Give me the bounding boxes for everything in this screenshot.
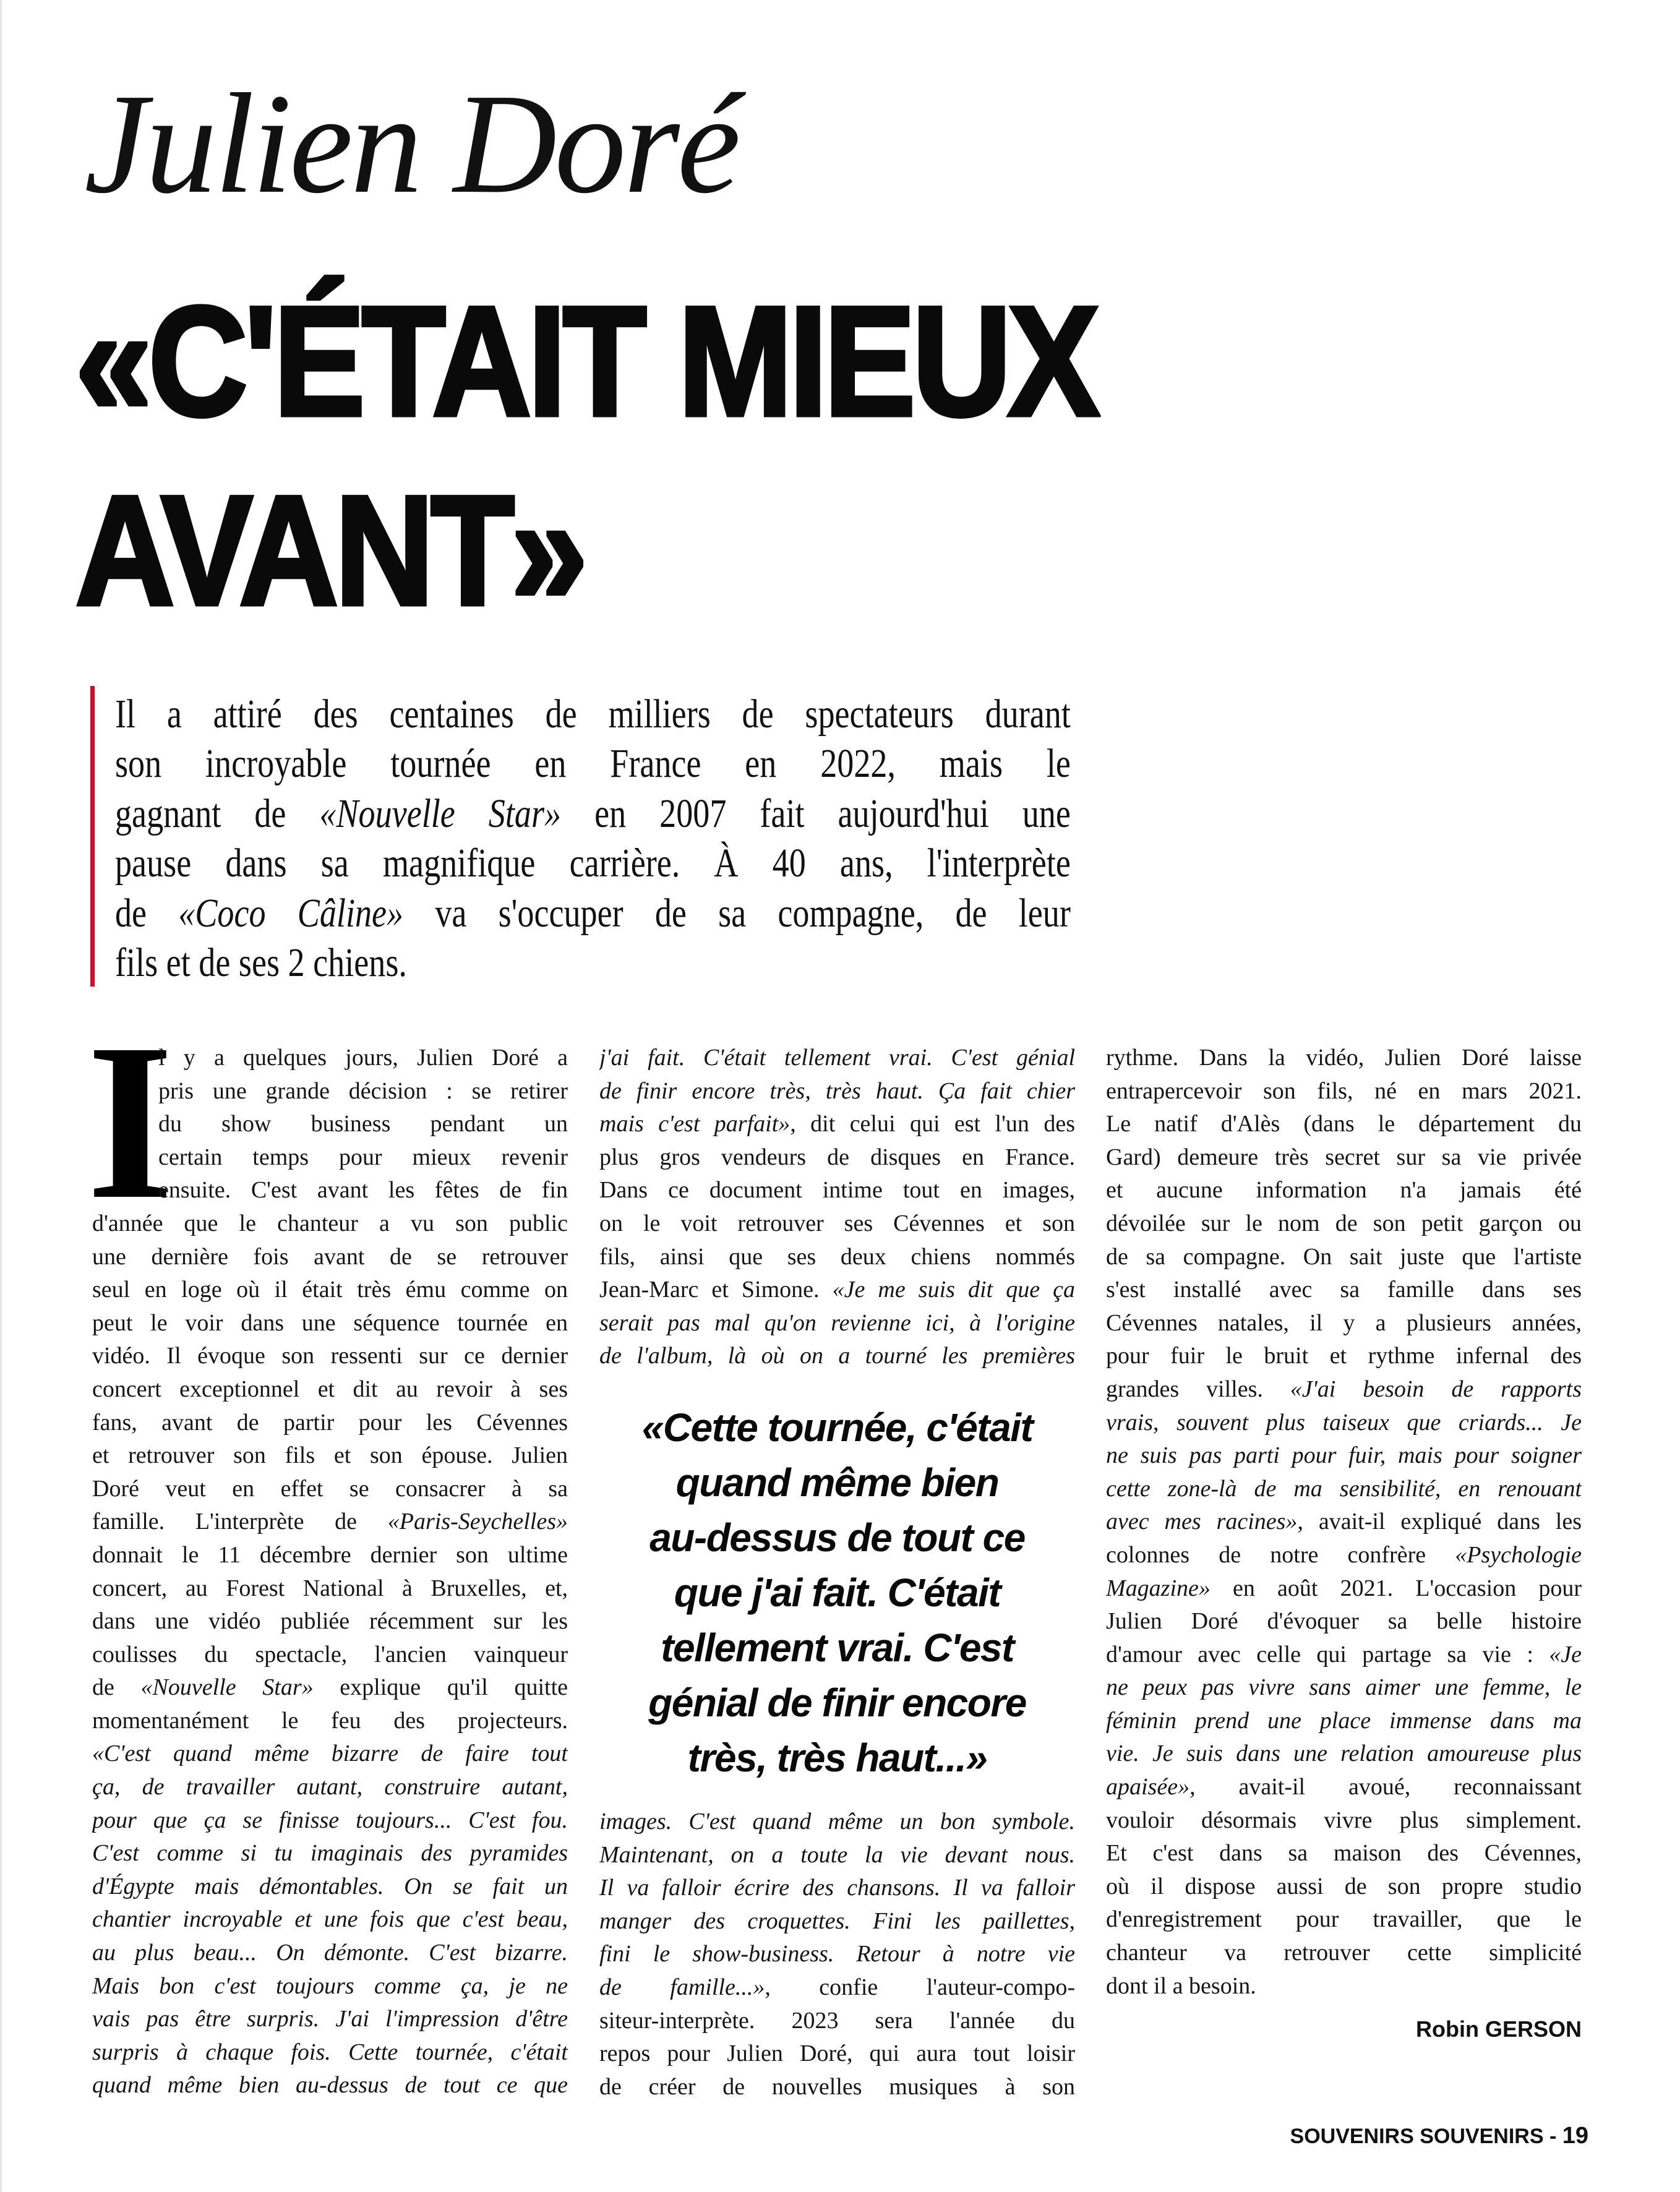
text-segment: va s'occuper de sa compagne, de leur [403, 890, 1071, 936]
text-line [158, 1042, 568, 1075]
text-line [115, 789, 1071, 839]
text-segment: , avait-il avoué, reconnaissant [1189, 1774, 1582, 1800]
text-segment: apaisée» [1106, 1774, 1190, 1800]
text-segment: «Nouvelle Star» [319, 790, 562, 836]
author-byline: Robin GERSON [1416, 2016, 1582, 2042]
text-line [1106, 1837, 1582, 1870]
text-line [599, 1241, 1075, 1274]
text-line [599, 1839, 1075, 1872]
text-line [1106, 1274, 1582, 1307]
text-segment: d'amour avec celle qui partage sa vie : [1106, 1641, 1549, 1668]
text-line [1106, 1241, 1582, 1274]
text-line [92, 1572, 568, 1606]
text-line [92, 1671, 568, 1705]
article-column-2-top [599, 1042, 1075, 1373]
text-line [599, 1340, 1075, 1373]
text-segment: «C'est quand même bizarre de faire tout [92, 1740, 568, 1767]
text-line [1106, 1705, 1582, 1738]
pull-quote-line: au-dessus de tout ce [649, 1515, 1025, 1560]
text-segment: fils, ainsi que ses deux chiens nommés [599, 1243, 1075, 1270]
text-segment: l y a quelques jours, Julien Doré a [158, 1045, 568, 1071]
text-segment: grandes villes. [1106, 1376, 1290, 1402]
drop-cap: I [87, 998, 174, 1246]
text-line [1106, 1042, 1582, 1075]
text-segment: fans, avant de partir pour les Cévennes [92, 1409, 568, 1436]
text-segment: Gard) demeure très secret sur sa vie privée [1106, 1144, 1582, 1170]
text-segment: «J'ai besoin de rapports [1290, 1376, 1582, 1402]
text-line [92, 1937, 568, 1970]
text-segment: pour fuir le bruit et rythme infernal des [1106, 1343, 1582, 1369]
text-segment: cette zone-là de ma sensibilité, en renouant [1106, 1475, 1582, 1502]
text-line [1106, 1937, 1582, 1970]
text-segment: , avait-il expliqué dans les [1297, 1509, 1582, 1535]
text-segment: de sa compagne. On sait juste que l'artiste [1106, 1243, 1582, 1270]
text-segment: pause dans sa magnifique carrière. À 40 ans, l'interprète [115, 841, 1071, 886]
text-line [92, 1539, 568, 1572]
text-line [599, 1274, 1075, 1307]
text-segment: quand même bien au-dessus de tout ce que [92, 2072, 568, 2099]
text-line [599, 1938, 1075, 1971]
text-line [92, 1473, 568, 1506]
text-line [115, 938, 1071, 988]
text-segment: famille. L'interprète de [92, 1509, 388, 1535]
intro-accent-bar [90, 686, 95, 987]
text-line [1106, 1207, 1582, 1241]
pull-quote-line: tellement vrai. C'est [661, 1625, 1014, 1670]
text-segment: concert, au Forest National à Bruxelles, et, [92, 1575, 568, 1601]
text-line [92, 1804, 568, 1838]
text-segment: Jean-Marc et Simone. [599, 1277, 833, 1303]
text-segment: d'enregistrement pour travailler, que le [1106, 1906, 1582, 1933]
text-segment: en 2007 fait aujourd'hui une [561, 790, 1071, 836]
text-segment: siteur-interprète. 2023 sera l'année du [599, 2007, 1075, 2034]
text-segment: Maintenant, on a toute la vie devant nous. [599, 1841, 1075, 1868]
text-segment: et aucune information n'a jamais été [1106, 1177, 1582, 1204]
text-segment: vais pas être surpris. J'ai l'impression d'être [92, 2006, 568, 2032]
text-segment: manger des croquettes. Fini les paillettes, [599, 1907, 1075, 1934]
text-line [599, 1971, 1075, 2005]
headline [75, 267, 1096, 646]
article-column-2-bottom [599, 1805, 1075, 2104]
text-segment: donnait le 11 décembre dernier son ultime [92, 1541, 568, 1568]
text-line [158, 1141, 568, 1175]
text-line [92, 1340, 568, 1373]
pull-quote-line: «Cette tournée, c'était [641, 1405, 1033, 1450]
text-line [599, 2071, 1075, 2104]
text-line [115, 889, 1071, 938]
text-segment: images. C'est quand même un bon symbole. [599, 1809, 1075, 1835]
text-line [599, 1872, 1075, 1905]
text-segment: peut le voir dans une séquence tournée en [92, 1309, 568, 1336]
text-segment: coulisses du spectacle, l'ancien vainqueur [92, 1641, 568, 1668]
text-segment: fils et de ses 2 chiens. [115, 940, 407, 985]
text-line [1106, 1439, 1582, 1473]
pull-quote-line: que j'ai fait. C'était [674, 1570, 1001, 1615]
text-line [599, 1805, 1075, 1839]
pull-quote-line: génial de finir encore [648, 1680, 1026, 1725]
text-segment: plus gros vendeurs de disques en France. [599, 1144, 1075, 1170]
text-segment: avec mes racines» [1106, 1509, 1298, 1535]
text-segment: vidéo. Il évoque son ressenti sur ce dernier [92, 1343, 568, 1369]
text-segment: Doré veut en effet se consacrer à sa [92, 1475, 568, 1502]
text-segment: repos pour Julien Doré, qui aura tout loisir [599, 2040, 1075, 2067]
text-line [1106, 1141, 1582, 1175]
text-segment: Il a attiré des centaines de milliers de spectateurs durant [115, 691, 1071, 737]
text-segment: momentanément le feu des projecteurs. [92, 1707, 568, 1734]
text-line [599, 2037, 1075, 2071]
text-segment: de créer de nouvelles musiques à son [599, 2073, 1075, 2100]
text-segment: concert exceptionnel et dit au revoir à ses [92, 1376, 568, 1402]
text-segment: s'est installé avec sa famille dans ses [1106, 1277, 1582, 1303]
text-line [1106, 1174, 1582, 1207]
text-line [599, 1307, 1075, 1340]
text-segment: ne suis pas parti pour fuir, mais pour soigner [1106, 1442, 1582, 1469]
text-line [92, 1373, 568, 1406]
text-line [599, 1075, 1075, 1108]
magazine-name: SOUVENIRS SOUVENIRS - [1290, 2125, 1562, 2148]
text-line [158, 1075, 568, 1108]
text-segment: de famille...» [599, 1974, 765, 2000]
text-line [92, 1406, 568, 1440]
text-line [1106, 1737, 1582, 1771]
text-line [92, 1638, 568, 1672]
text-line [92, 2036, 568, 2070]
text-segment: Dans ce document intime tout en images, [599, 1177, 1075, 1204]
text-segment: de l'album, là où on a tourné les premières [599, 1343, 1075, 1369]
text-line [599, 2005, 1075, 2038]
text-line [92, 1837, 568, 1870]
text-segment: colonnes de notre confrère [1106, 1541, 1455, 1568]
text-segment: vouloir désormais vivre plus simplement. [1106, 1807, 1582, 1833]
text-line [1106, 1473, 1582, 1506]
text-line [1106, 1605, 1582, 1638]
text-segment: de [115, 890, 179, 936]
text-line [1106, 1671, 1582, 1705]
text-line [599, 1174, 1075, 1207]
text-segment: du show business pendant un [158, 1111, 568, 1137]
text-line [599, 1207, 1075, 1241]
text-segment: Et c'est dans sa maison des Cévennes, [1106, 1840, 1582, 1867]
text-line [92, 1870, 568, 1904]
text-segment: seul en loge où il était très ému comme on [92, 1277, 568, 1303]
text-segment: d'année que le chanteur a vu son public [92, 1210, 568, 1236]
text-segment: , dit celui qui est l'un des [790, 1111, 1075, 1137]
text-segment: Magazine» [1106, 1575, 1211, 1601]
text-line [92, 1737, 568, 1771]
text-segment: gagnant de [115, 790, 320, 836]
article-title: Julien Doré [84, 64, 739, 223]
pull-quote-line: très, très haut...» [687, 1736, 987, 1780]
text-line [1106, 1373, 1582, 1406]
text-line [599, 1108, 1075, 1141]
headline-line-2: AVANT» [75, 464, 585, 638]
article-column-3 [1106, 1042, 1582, 2003]
text-line [92, 1207, 568, 1241]
text-segment: dont il a besoin. [1106, 1972, 1256, 1999]
text-line [158, 1108, 568, 1141]
text-segment: ensuite. C'est avant les fêtes de fin [158, 1177, 568, 1204]
text-segment: mais c'est parfait» [599, 1111, 791, 1137]
text-segment: chanteur va retrouver cette simplicité [1106, 1940, 1582, 1966]
text-segment: «Paris-Seychelles» [387, 1509, 568, 1535]
text-segment: j'ai fait. C'était tellement vrai. C'est génial [599, 1045, 1075, 1071]
text-line [1106, 1572, 1582, 1606]
text-segment: d'Égypte mais démontables. On se fait un [92, 1873, 568, 1899]
text-segment: de [92, 1674, 141, 1701]
text-line [92, 1970, 568, 2003]
text-line [115, 690, 1071, 739]
text-line [92, 2069, 568, 2102]
text-segment: vrais, souvent plus taiseux que criards... Je [1106, 1409, 1582, 1436]
text-segment: Cévennes natales, il y a plusieurs années, [1106, 1309, 1582, 1336]
text-segment: ça, de travailler autant, construire autant, [92, 1774, 568, 1800]
text-segment: vie. Je suis dans une relation amoureuse plus [1106, 1740, 1582, 1767]
text-line [115, 839, 1071, 888]
text-line [1106, 1970, 1582, 2003]
text-segment: «Je me suis dit que ça [832, 1277, 1075, 1303]
text-segment: rythme. Dans la vidéo, Julien Doré laisse [1106, 1045, 1582, 1071]
text-segment: «Coco Câline» [178, 890, 404, 936]
text-segment: Julien Doré d'évoquer sa belle histoire [1106, 1608, 1582, 1635]
text-line [158, 1174, 568, 1207]
text-line [599, 1042, 1075, 1075]
pull-quote [599, 1400, 1075, 1786]
text-line [115, 739, 1071, 789]
text-line [1106, 1075, 1582, 1108]
page-fold-edge [0, 0, 2, 2192]
intro-paragraph [115, 690, 1071, 988]
headline-line-1: «C'ÉTAIT MIEUX [75, 275, 1097, 448]
text-line [1106, 1804, 1582, 1838]
text-segment: Il va falloir écrire des chansons. Il va falloir [599, 1875, 1075, 1901]
text-line [1106, 1340, 1582, 1373]
text-line [92, 1307, 568, 1340]
text-line [1106, 1903, 1582, 1937]
text-line [1106, 1108, 1582, 1141]
page-number: 19 [1562, 2123, 1588, 2149]
text-segment: C'est comme si tu imaginais des pyramides [92, 1840, 568, 1867]
pull-quote-line: quand même bien [675, 1460, 999, 1505]
text-segment: au plus beau... On démonte. C'est bizarre. [92, 1940, 568, 1966]
text-segment: pris une grande décision : se retirer [158, 1077, 568, 1104]
text-line [1106, 1870, 1582, 1904]
text-segment: chantier incroyable et une fois que c'est beau, [92, 1906, 568, 1933]
text-line [1106, 1406, 1582, 1440]
page-footer [1290, 2123, 1588, 2149]
text-line [1106, 1638, 1582, 1672]
text-segment: «Nouvelle Star» [140, 1674, 314, 1701]
text-line [599, 1905, 1075, 1938]
text-line [92, 1605, 568, 1638]
text-segment: son incroyable tournée en France en 2022, mais le [115, 741, 1071, 787]
text-line [1106, 1505, 1582, 1539]
text-line [1106, 1307, 1582, 1340]
text-segment: «Je [1549, 1641, 1582, 1668]
text-segment: surpris à chaque fois. Cette tournée, c'était [92, 2039, 568, 2065]
text-line [1106, 1539, 1582, 1572]
text-line [92, 1903, 568, 1937]
text-segment: , confie l'auteur-compo- [765, 1974, 1075, 2000]
text-segment: on le voit retrouver ses Cévennes et son [599, 1210, 1075, 1236]
text-segment: serait pas mal qu'on revienne ici, à l'origine [599, 1309, 1075, 1336]
text-segment: ne peux pas vivre sans aimer une femme, le [1106, 1674, 1582, 1701]
text-segment: fini le show-business. Retour à notre vie [599, 1941, 1075, 1967]
text-line [92, 1705, 568, 1738]
text-segment: Mais bon c'est toujours comme ça, je ne [92, 1972, 568, 1999]
text-line [599, 1141, 1075, 1175]
text-line [92, 1274, 568, 1307]
text-line [92, 1771, 568, 1804]
article-column-1 [92, 1042, 568, 2102]
text-segment: Le natif d'Alès (dans le département du [1106, 1111, 1582, 1137]
text-segment: et retrouver son fils et son épouse. Julien [92, 1442, 568, 1469]
text-line [92, 1241, 568, 1274]
text-line [92, 2003, 568, 2036]
text-segment: en août 2021. L'occasion pour [1210, 1575, 1582, 1601]
text-segment: de finir encore très, très haut. Ça fait chier [599, 1077, 1075, 1104]
text-line [92, 1505, 568, 1539]
text-segment: une dernière fois avant de se retrouver [92, 1243, 568, 1270]
text-segment: explique qu'il quitte [313, 1674, 568, 1701]
text-line [1106, 1771, 1582, 1804]
text-segment: entrapercevoir son fils, né en mars 2021. [1106, 1077, 1582, 1104]
text-segment: «Psychologie [1455, 1541, 1582, 1568]
text-segment: féminin prend une place immense dans ma [1106, 1707, 1582, 1734]
text-segment: pour que ça se finisse toujours... C'est fou. [92, 1807, 568, 1833]
text-segment: certain temps pour mieux revenir [158, 1144, 568, 1170]
text-segment: dans une vidéo publiée récemment sur les [92, 1608, 568, 1635]
text-segment: dévoilée sur le nom de son petit garçon ou [1106, 1210, 1582, 1236]
text-line [92, 1439, 568, 1473]
text-segment: où il dispose aussi de son propre studio [1106, 1873, 1582, 1899]
